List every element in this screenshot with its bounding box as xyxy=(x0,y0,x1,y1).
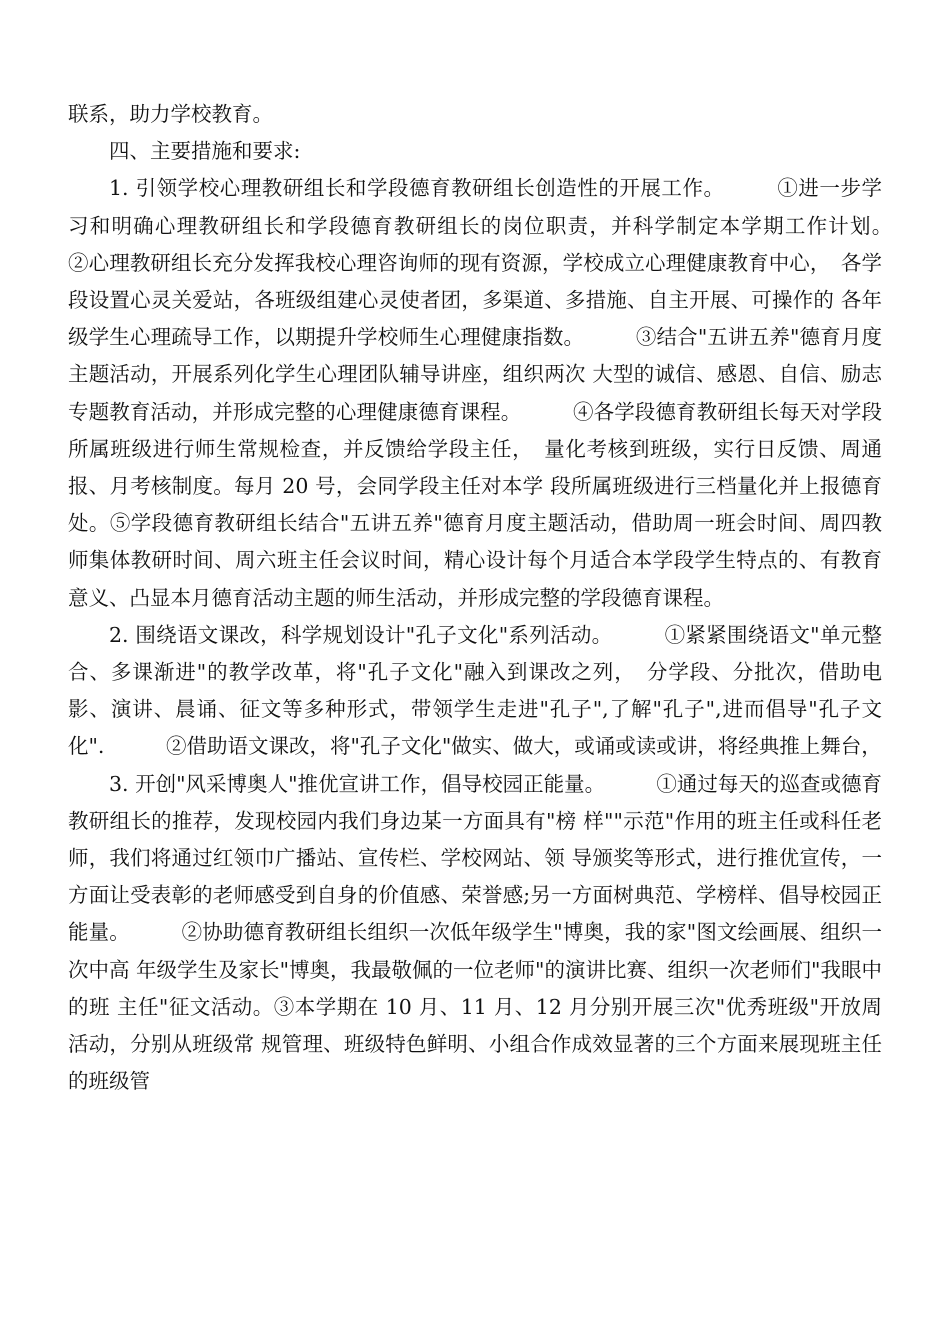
paragraph-item-2: 2. 围绕语文课改，科学规划设计"孔子文化"系列活动。 ①紧紧围绕语文"单元整合、多课渐进"的教学改革，将"孔子文化"融入到课改之列， 分学段、分批次，借助电影、演讲、晨诵、征文等多种形式，带领学生走进"孔子",了解"孔子",进而倡导"孔子文化". ②借助语文课改，将"孔子文化"做实、做大，或诵或读或讲，将经典推上舞台， xyxy=(68,622,882,759)
paragraph-item-3: 3. 开创"风采博奥人"推优宣讲工作，倡导校园正能量。 ①通过每天的巡查或德育教研组长的推荐，发现校园内我们身边某一方面具有"榜 样""示范"作用的班主任或科任老师，我们将通过红领巾广播站、宣传栏、学校网站、领 导颁奖等形式，进行推优宣传，一方面让受表彰的老师感受到自身的价值感、荣誉感;另一方面树典范、学榜样、倡导校园正能量。 ②协助德育教研组长组织一次低年级学生"博奥，我的家"图文绘画展、组织一次中高 年级学生及家长"博奥，我最敬佩的一位老师"的演讲比赛、组织一次老师们"我眼中的班 主任"征文活动。③本学期在 10 月、11 月、12 月分别开展三次"优秀班级"开放周活动，分别从班级常 规管理、班级特色鲜明、小组合作成效显著的三个方面来展现班主任的班级管 xyxy=(68,771,882,1094)
document-body xyxy=(68,96,944,1100)
paragraph-item-1: 1. 引领学校心理教研组长和学段德育教研组长创造性的开展工作。 ①进一步学习和明确心理教研组长和学段德育教研组长的岗位职责，并科学制定本学期工作计划。 ②心理教研组长充分发挥我校心理咨询师的现有资源，学校成立心理健康教育中心， 各学段设置心灵关爱站，各班级组建心灵使者团，多渠道、多措施、自主开展、可操作的 各年级学生心理疏导工作，以期提升学校师生心理健康指数。 ③结合"五讲五养"德育月度主题活动，开展系列化学生心理团队辅导讲座，组织两次 大型的诚信、感恩、自信、励志专题教育活动，并形成完整的心理健康德育课程。 ④各学段德育教研组长每天对学段所属班级进行师生常规检查，并反馈给学段主任， 量化考核到班级，实行日反馈、周通报、月考核制度。每月 20 号，会同学段主任对本学 段所属班级进行三档量化并上报德育处。⑤学段德育教研组长结合"五讲五养"德育月度主题活动，借助周一班会时间、周四教 师集体教研时间、周六班主任会议时间，精心设计每个月适合本学段学生特点的、有教育 意义、凸显本月德育活动主题的师生活动，并形成完整的学段德育课程。 xyxy=(68,176,944,610)
paragraph-continuation: 联系，助力学校教育。 xyxy=(68,102,273,126)
section-heading-measures: 四、主要措施和要求: xyxy=(109,139,301,164)
